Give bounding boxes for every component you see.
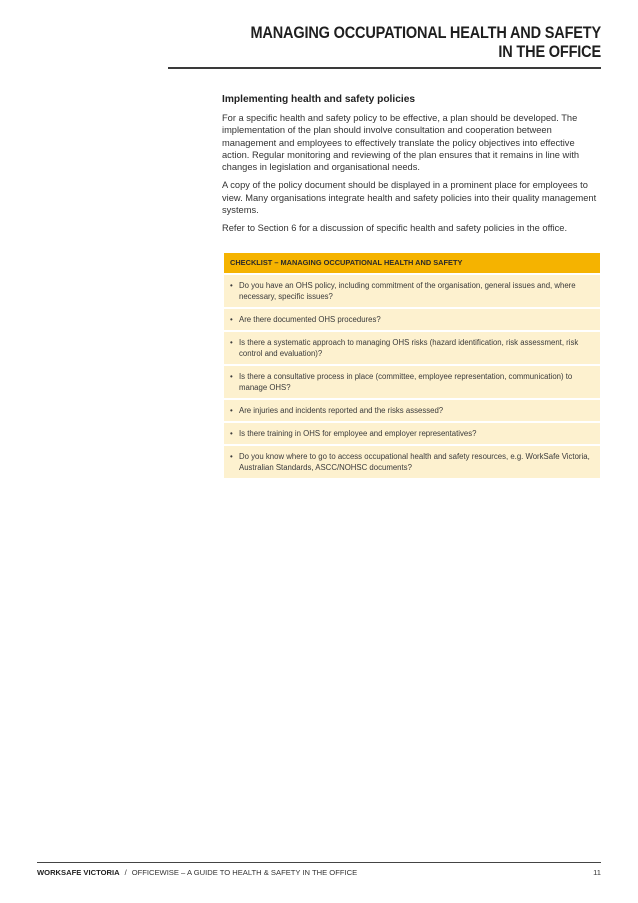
checklist-item xyxy=(224,398,600,421)
checklist-title: CHECKLIST – MANAGING OCCUPATIONAL HEALTH AND SAFETY xyxy=(224,253,600,273)
footer-organisation: WORKSAFE VICTORIA xyxy=(37,868,120,877)
paragraph: Refer to Section 6 for a discussion of specific health and safety policies in the office. xyxy=(222,223,568,234)
checklist-item-text: Are injuries and incidents reported and the risks assessed? xyxy=(239,406,444,415)
paragraph: For a specific health and safety policy to be effective, a plan should be developed. The implementation of the plan should involve consultation and cooperation between management and employees to effectively translate the policy objectives into effective action. Regular monitoring and reviewing of the plan ensures that it remains in line with changes in legislation and organisational needs. xyxy=(222,113,580,173)
checklist-item-text: Do you know where to go to access occupational health and safety resources, e.g. WorkSafe Victoria, Australian Standards, ASCC/NOHSC documents? xyxy=(239,452,590,472)
footer-document-title: OFFICEWISE – A GUIDE TO HEALTH & SAFETY IN THE OFFICE xyxy=(131,868,358,877)
checklist-box xyxy=(224,253,600,478)
bullet-icon: • xyxy=(230,281,233,290)
checklist-item xyxy=(224,364,600,398)
bullet-icon: • xyxy=(230,315,233,324)
checklist-item xyxy=(224,330,600,364)
page-title-line-2: IN THE OFFICE xyxy=(498,43,601,61)
checklist-item xyxy=(224,273,600,307)
checklist-item xyxy=(224,307,600,330)
footer-divider xyxy=(37,862,601,863)
page-title xyxy=(108,24,601,62)
page-footer xyxy=(37,867,601,878)
bullet-icon: • xyxy=(230,372,233,381)
checklist-item-text: Is there training in OHS for employee and employer representatives? xyxy=(239,429,477,438)
header-divider xyxy=(168,67,601,69)
bullet-icon: • xyxy=(230,429,233,438)
footer-left xyxy=(37,867,357,878)
bullet-icon: • xyxy=(230,406,233,415)
page-title-line-1: MANAGING OCCUPATIONAL HEALTH AND SAFETY xyxy=(250,24,601,42)
checklist-item xyxy=(224,421,600,444)
main-content xyxy=(222,93,600,241)
footer-separator: / xyxy=(124,868,127,877)
checklist-item-text: Is there a consultative process in place (committee, employee representation, communication) to manage OHS? xyxy=(239,372,573,392)
checklist-item-text: Is there a systematic approach to managing OHS risks (hazard identification, risk assessment, risk control and evaluation)? xyxy=(239,338,579,358)
section-heading: Implementing health and safety policies xyxy=(222,94,416,105)
bullet-icon: • xyxy=(230,338,233,347)
checklist-item-text: Do you have an OHS policy, including commitment of the organisation, general issues and, where necessary, specific issues? xyxy=(239,281,576,301)
paragraph: A copy of the policy document should be displayed in a prominent place for employees to view. Many organisations integrate health and safety policies into their quality management systems. xyxy=(222,180,597,216)
checklist-item xyxy=(224,444,600,478)
bullet-icon: • xyxy=(230,452,233,461)
page-number: 11 xyxy=(593,868,601,877)
checklist-item-text: Are there documented OHS procedures? xyxy=(239,315,381,324)
